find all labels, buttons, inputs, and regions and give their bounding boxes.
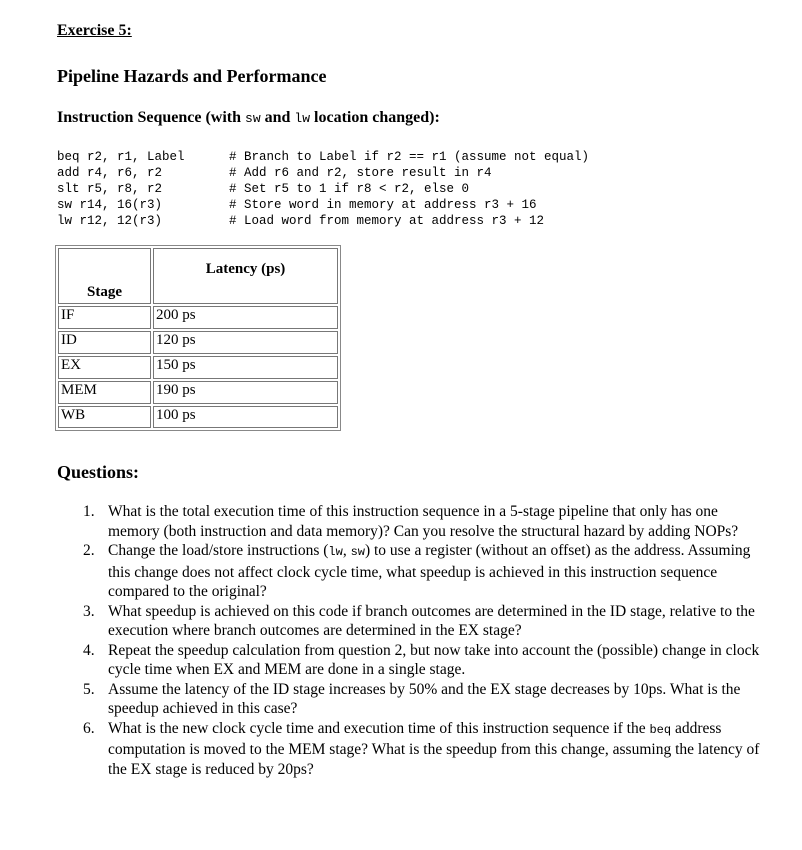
- latency-cell: 190 ps: [153, 381, 338, 404]
- code-sw: sw: [350, 545, 365, 559]
- question-text: Repeat the speedup calculation from question 2, but now take into account the (possible) change in clock cycle time when EX and MEM are done in a single stage.: [108, 641, 760, 678]
- latency-table: [55, 245, 341, 431]
- question-item: [83, 680, 773, 719]
- code-comment: # Store word in memory at address r3 + 16: [229, 198, 537, 212]
- stage-cell: ID: [58, 331, 151, 354]
- question-text-end: ) to use a register (without an offset) as the address. Assuming this change does not affect clock cycle time, what speedup is achieved in this instruction sequence compared to the original?: [108, 542, 751, 600]
- question-item: [83, 502, 773, 541]
- question-number: 2.: [83, 542, 95, 559]
- question-number: 3.: [83, 602, 95, 620]
- stage-cell: MEM: [58, 381, 151, 404]
- code-comment: # Add r6 and r2, store result in r4: [229, 166, 492, 180]
- question-number: 4.: [83, 641, 95, 659]
- questions-list: [83, 502, 773, 779]
- table-row: [58, 306, 338, 329]
- latency-cell: 150 ps: [153, 356, 338, 379]
- table-row: [58, 331, 338, 354]
- latency-cell: 100 ps: [153, 406, 338, 428]
- latency-cell: 120 ps: [153, 331, 338, 354]
- question-text: What speedup is achieved on this code if branch outcomes are determined in the ID stage, relative to the execution where branch outcomes are determined in the EX stage?: [108, 602, 755, 639]
- subheading-suffix: location changed):: [310, 109, 440, 126]
- stage-cell: EX: [58, 356, 151, 379]
- questions-heading: Questions:: [57, 462, 140, 482]
- instruction-sequence-heading: [57, 109, 440, 127]
- subheading-sw: sw: [245, 111, 261, 126]
- code-beq: beq: [649, 722, 672, 737]
- question-number: 1.: [83, 503, 95, 520]
- code-instruction: lw r12, 12(r3): [57, 214, 163, 228]
- page-heading: Pipeline Hazards and Performance: [57, 66, 327, 86]
- question-item: [83, 541, 773, 602]
- code-line: [57, 165, 589, 181]
- question-text-sep: ,: [342, 542, 351, 559]
- header-latency: Latency (ps): [153, 248, 338, 304]
- code-instruction: sw r14, 16(r3): [57, 198, 163, 212]
- code-line: [57, 197, 589, 213]
- table-row: [58, 356, 338, 379]
- stage-cell: IF: [58, 306, 151, 329]
- table-row: [58, 381, 338, 404]
- code-line: [57, 181, 589, 197]
- subheading-and: and: [260, 109, 295, 126]
- question-number: 5.: [83, 680, 95, 698]
- code-comment: # Branch to Label if r2 == r1 (assume not equal): [229, 150, 590, 164]
- code-line: [57, 213, 589, 229]
- question-text: Assume the latency of the ID stage increases by 50% and the EX stage decreases by 10ps. What is the speedup achieved in this case?: [108, 680, 741, 717]
- subheading-prefix: Instruction Sequence (with: [57, 109, 246, 126]
- table-header-row: [58, 248, 338, 304]
- question-item: [83, 719, 773, 780]
- code-instruction: beq r2, r1, Label: [57, 150, 185, 164]
- question-text-end: address computation is moved to the MEM stage? What is the speedup from this change, assuming the latency of the EX stage is reduced by 20ps?: [108, 719, 760, 778]
- code-instruction: slt r5, r8, r2: [57, 182, 163, 196]
- table-row: [58, 406, 338, 428]
- code-line: [57, 149, 589, 165]
- stage-cell: WB: [58, 406, 151, 428]
- subheading-lw: lw: [294, 111, 311, 126]
- question-text-start: Change the load/store instructions (: [108, 542, 329, 559]
- code-instruction: add r4, r6, r2: [57, 166, 163, 180]
- question-item: [83, 602, 773, 641]
- header-stage: Stage: [58, 248, 151, 304]
- question-text-start: What is the new clock cycle time and execution time of this instruction sequence if the: [108, 719, 650, 737]
- latency-cell: 200 ps: [153, 306, 338, 329]
- question-item: [83, 641, 773, 680]
- question-text: What is the total execution time of this instruction sequence in a 5-stage pipeline that only has one memory (both instruction and data memory)? Can you resolve the structural hazard by adding NOPs?: [108, 503, 739, 540]
- code-comment: # Set r5 to 1 if r8 < r2, else 0: [229, 182, 470, 196]
- code-comment: # Load word from memory at address r3 + 12: [229, 214, 545, 228]
- question-number: 6.: [83, 719, 95, 737]
- exercise-title: Exercise 5:: [57, 22, 132, 39]
- code-block: [57, 149, 589, 229]
- code-lw: lw: [328, 545, 343, 559]
